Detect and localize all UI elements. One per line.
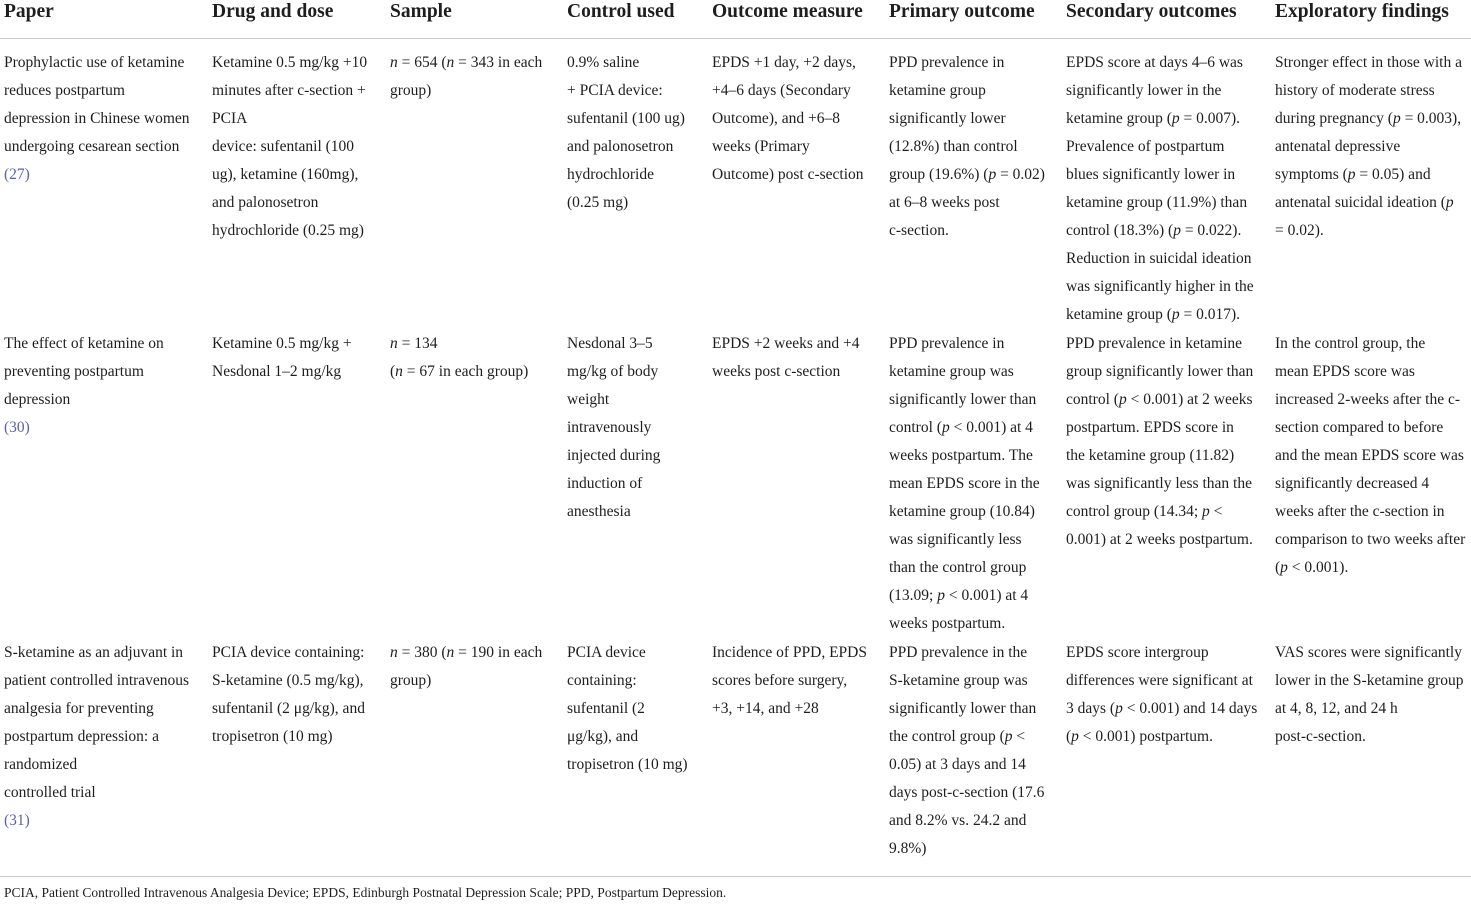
column-header-paper: Paper	[4, 1, 54, 22]
cell-outcome-measure: Incidence of PPD, EPDS scores before surgery, +3, +14, and +28	[712, 644, 867, 717]
cell-secondary-outcomes: PPD prevalence in ketamine group significantly lower than control (p < 0.001) at 2 weeks postpartum. EPDS score in the ketamine group (11.82) was significantly less than the control group (14.34; p < 0.001) at 2 weeks postpartum.	[1066, 335, 1254, 548]
cell-outcome-measure: EPDS +2 weeks and +4 weeks post c-section	[712, 335, 860, 380]
cell-exploratory-findings: VAS scores were significantly lower in the S-ketamine group at 4, 8, 12, and 24 h post-c-section.	[1275, 644, 1464, 745]
math-variable: p	[1392, 110, 1401, 127]
cell-primary-outcome: PPD prevalence in the S-ketamine group was significantly lower than the control group (p < 0.05) at 3 days and 14 days post-c-section (17.6 and 8.2% vs. 24.2 and 9.8%)	[889, 644, 1045, 857]
column-header-drug-and-dose: Drug and dose	[212, 1, 334, 22]
column-header-control-used: Control used	[567, 1, 675, 22]
cell-primary-outcome: PPD prevalence in ketamine group was significantly lower than control (p < 0.001) at 4 weeks postpartum. The mean EPDS score in the ketamine group (10.84) was significantly less than the control group (13.09; p < 0.001) at 4 weeks postpartum.	[889, 335, 1040, 632]
cell-drug-and-dose: Ketamine 0.5 mg/kg +10 minutes after c-section + PCIA device: sufentanil (100 ug), ketamine (160mg), and palonosetron hydrochloride (0.25 mg)	[212, 54, 368, 239]
footnote-divider	[0, 876, 1471, 877]
cell-sample: n = 654 (n = 343 in each group)	[390, 54, 543, 99]
math-variable: p	[988, 166, 997, 183]
cell-paper	[0, 330, 212, 638]
paper-title: Prophylactic use of ketamine reduces postpartum depression in Chinese women undergoing cesarean section	[4, 54, 190, 155]
cell-outcome-measure: EPDS +1 day, +2 days, +4–6 days (Secondary Outcome), and +6–8 weeks (Primary Outcome) post c-section	[712, 54, 864, 183]
cell-paper	[0, 639, 212, 863]
reference-link[interactable]: (31)	[4, 812, 30, 829]
math-variable: n	[390, 54, 398, 71]
paper-title: S-ketamine as an adjuvant in patient controlled intravenous analgesia for preventing postpartum depression: a randomized controlled trial	[4, 644, 190, 801]
math-variable: p	[1118, 391, 1127, 408]
math-variable: p	[1115, 700, 1123, 717]
math-variable: n	[390, 335, 398, 352]
table-row	[0, 638, 1471, 863]
cell-secondary-outcomes: EPDS score intergroup differences were significant at 3 days (p < 0.001) and 14 days (p < 0.001) postpartum.	[1066, 644, 1258, 745]
cell-control-used: Nesdonal 3–5 mg/kg of body weight intravenously injected during induction of anesthesia	[567, 335, 661, 520]
cell-secondary-outcomes: EPDS score at days 4–6 was significantly lower in the ketamine group (p = 0.007). Prevalence of postpartum blues significantly lower in ketamine group (11.9%) than control (18.3%) (p = 0.022). Reduction in suicidal ideation was significantly higher in the ketamine group (p = 0.017).	[1066, 54, 1254, 323]
math-variable: n	[446, 54, 455, 71]
cell-primary-outcome: PPD prevalence in ketamine group significantly lower (12.8%) than control group (19.6%) (p = 0.02) at 6–8 weeks post c-section.	[889, 54, 1045, 239]
reference-link[interactable]: (27)	[4, 166, 30, 183]
cell-sample: n = 380 (n = 190 in each group)	[390, 644, 543, 689]
table-row	[0, 39, 1471, 329]
cell-drug-and-dose: PCIA device containing: S-ketamine (0.5 mg/kg), sufentanil (2 μg/kg), and tropisetron (10 mg)	[212, 644, 365, 745]
cell-paper	[0, 49, 212, 329]
column-header-secondary-outcomes: Secondary outcomes	[1066, 1, 1237, 22]
math-variable: p	[1347, 166, 1356, 183]
math-variable: p	[1004, 728, 1013, 745]
math-variable: p	[1202, 503, 1210, 520]
cell-control-used: PCIA device containing: sufentanil (2 μg/kg), and tropisetron (10 mg)	[567, 644, 688, 773]
column-header-outcome-measure: Outcome measure	[712, 1, 863, 22]
cell-exploratory-findings: In the control group, the mean EPDS score was increased 2-weeks after the c- section compared to before and the mean EPDS score was significantly decreased 4 weeks after the c-section in comparison to two weeks after (p < 0.001).	[1275, 335, 1466, 576]
reference-link[interactable]: (30)	[4, 419, 30, 436]
math-variable: p	[1171, 110, 1180, 127]
column-header-sample: Sample	[390, 1, 452, 22]
paper-title: The effect of ketamine on preventing postpartum depression	[4, 335, 164, 408]
math-variable: p	[1173, 222, 1181, 239]
cell-sample: n = 134 (n = 67 in each group)	[390, 335, 529, 380]
cell-control-used: 0.9% saline + PCIA device: sufentanil (100 ug) and palonosetron hydrochloride (0.25 mg)	[567, 54, 685, 211]
table-header-row	[0, 0, 1471, 39]
table-footnote: PCIA, Patient Controlled Intravenous Analgesia Device; EPDS, Edinburgh Postnatal Depression Scale; PPD, Postpartum Depression.	[4, 885, 727, 900]
math-variable: n	[446, 644, 455, 661]
math-variable: n	[390, 644, 398, 661]
math-variable: p	[1280, 559, 1288, 576]
math-variable: p	[937, 587, 945, 604]
table-row	[0, 329, 1471, 638]
column-header-exploratory-findings: Exploratory findings	[1275, 1, 1449, 22]
math-variable: p	[1445, 194, 1454, 211]
cell-exploratory-findings: Stronger effect in those with a history of moderate stress during pregnancy (p = 0.003), antenatal depressive symptoms (p = 0.05) and antenatal suicidal ideation (p = 0.02).	[1275, 54, 1462, 239]
math-variable: p	[941, 419, 950, 436]
math-variable: p	[1171, 306, 1180, 323]
cell-drug-and-dose: Ketamine 0.5 mg/kg + Nesdonal 1–2 mg/kg	[212, 335, 352, 380]
math-variable: p	[1071, 728, 1079, 745]
math-variable: n	[395, 363, 403, 380]
column-header-primary-outcome: Primary outcome	[889, 1, 1035, 22]
